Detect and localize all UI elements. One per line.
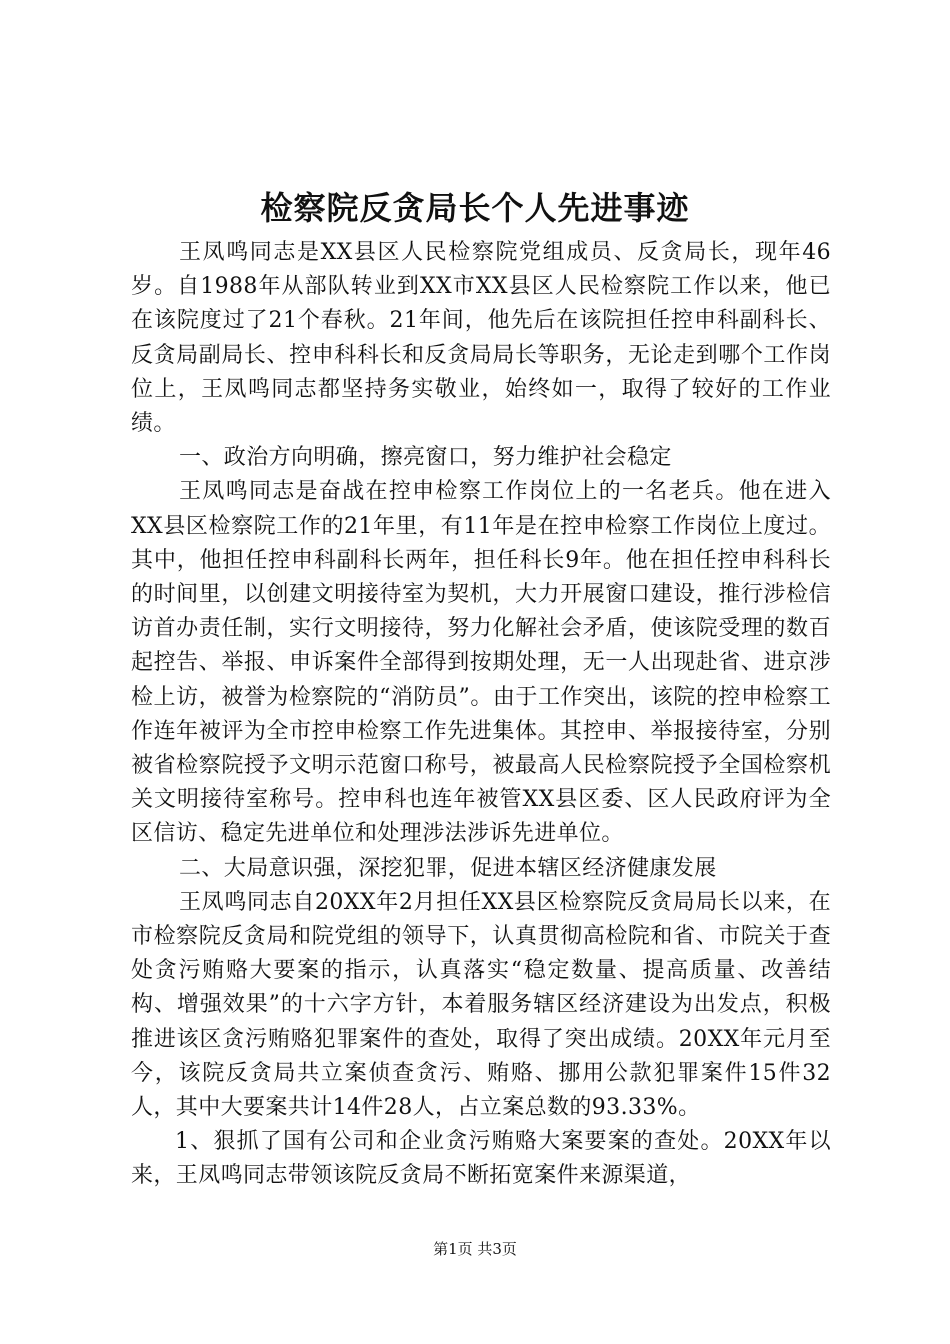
document-body bbox=[131, 236, 831, 1194]
document-title: 检察院反贪局长个人先进事迹 bbox=[260, 189, 690, 227]
paragraph-item-1: 1、狠抓了国有公司和企业贪污贿赂大案要案的查处。20XX年以来，王凤鸣同志带领该院反贪局不断拓宽案件来源渠道， bbox=[131, 1129, 831, 1189]
section-heading-2: 二、大局意识强，深挖犯罪，促进本辖区经济健康发展 bbox=[179, 855, 717, 881]
section-heading-1: 一、政治方向明确，擦亮窗口，努力维护社会稳定 bbox=[179, 445, 672, 471]
page-number: 第1页 共3页 bbox=[433, 1240, 517, 1258]
paragraph-section-2: 王凤鸣同志自20XX年2月担任XX县区检察院反贪局局长以来，在市检察院反贪局和院党组的领导下，认真贯彻高检院和省、市院关于查处贪污贿赂大要案的指示，认真落实“稳定数量、提高质量、改善结构、增强效果”的十六字方针，本着服务辖区经济建设为出发点，积极推进该区贪污贿赂犯罪案件的查处，取得了突出成绩。20XX年元月至今，该院反贪局共立案侦查贪污、贿赂、挪用公款犯罪案件15件32人，其中大要案共计14件28人，占立案总数的93.33%。 bbox=[131, 889, 831, 1121]
paragraph-intro: 王凤鸣同志是XX县区人民检察院党组成员、反贪局长，现年46岁。自1988年从部队转业到XX市XX县区人民检察院工作以来，他已在该院度过了21个春秋。21年间，他先后在该院担任控申科副科长、反贪局副局长、控申科科长和反贪局局长等职务，无论走到哪个工作岗位上，王凤鸣同志都坚持务实敬业，始终如一，取得了较好的工作业绩。 bbox=[131, 240, 831, 437]
paragraph-section-1: 王凤鸣同志是奋战在控申检察工作岗位上的一名老兵。他在进入XX县区检察院工作的21年里，有11年是在控申检察工作岗位上度过。其中，他担任控申科副科长两年，担任科长9年。他在担任控申科科长的时间里，以创建文明接待室为契机，大力开展窗口建设，推行涉检信访首办责任制，实行文明接待，努力化解社会矛盾，使该院受理的数百起控告、举报、申诉案件全部得到按期处理，无一人出现赴省、进京涉检上访，被誉为检察院的“消防员”。由于工作突出，该院的控申检察工作连年被评为全市控申检察工作先进集体。其控申、举报接待室，分别被省检察院授予文明示范窗口称号，被最高人民检察院授予全国检察机关文明接待室称号。控申科也连年被管XX县区委、区人民政府评为全区信访、稳定先进单位和处理涉法涉诉先进单位。 bbox=[131, 479, 831, 847]
